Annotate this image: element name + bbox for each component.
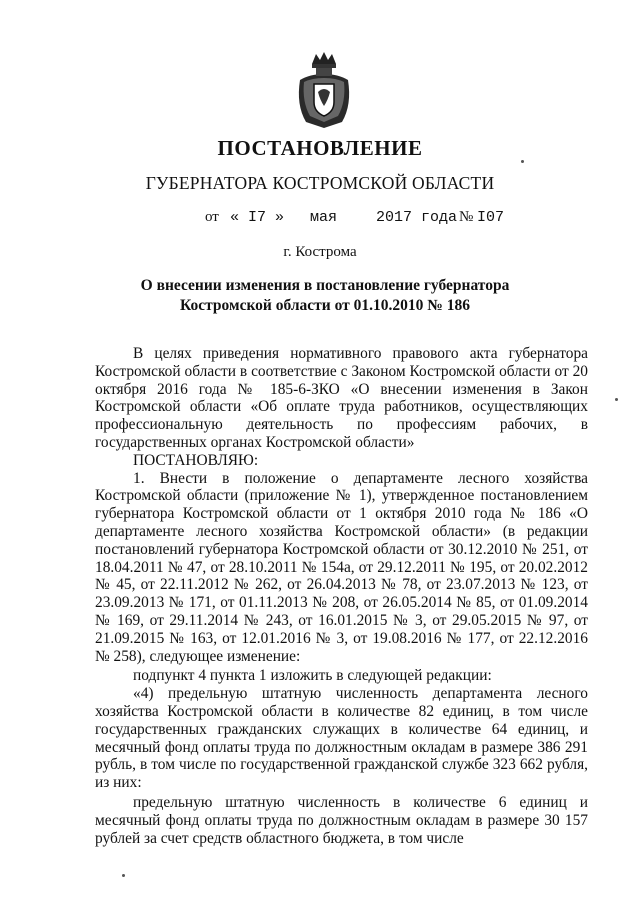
date-month: мая: [310, 209, 338, 226]
date-day: « I7 »: [230, 209, 285, 226]
document-number: I07: [477, 209, 505, 226]
heading-line-1: О внесении изменения в постановление губернатора: [140, 277, 510, 294]
date-prefix: от: [205, 209, 219, 225]
quoted-paragraph-2: предельную штатную численность в количестве 6 единиц и месячный фонд оплаты труда по должностным окладам в размере 30 157 рублей за счет средств областного бюджета, в том числе: [95, 793, 588, 847]
scan-speck: [122, 874, 125, 877]
document-heading: [120, 276, 530, 316]
preamble-paragraph: В целях приведения нормативного правового акта губернатора Костромской области в соответствие с Законом Костромской области от 20 октября 2016 года № 185-6-ЗКО «О внесении изменения в Закон Костромской области «Об оплате труда работников, осуществляющих профессиональную деятельность по профессиям рабочих, в государственных органах Костромской области»: [95, 345, 588, 451]
subitem-intro-paragraph: подпункт 4 пункта 1 изложить в следующей редакции:: [133, 667, 492, 685]
item-1-paragraph: 1. Внести в положение о департаменте лесного хозяйства Костромской области (приложение № 1), утвержденное постановлением губернатора Костромской области от 1 октября 2010 года № 186 «О департаменте лесного хозяйства Костромской области» (в редакции постановлений губернатора Костромской области от 30.12.2010 № 251, от 18.04.2011 № 47, от 28.10.2011 № 154а, от 29.12.2011 № 195, от 20.02.2012 № 45, от 22.11.2012 № 262, от 26.04.2013 № 78, от 23.07.2013 № 123, от 23.09.2013 № 171, от 01.11.2013 № 208, от 26.05.2014 № 85, от 01.09.2014 № 169, от 29.11.2014 № 243, от 16.01.2015 № 3, от 29.05.2015 № 97, от 21.09.2015 № 163, от 12.01.2016 № 3, от 19.08.2016 № 177, от 22.12.2016 № 258), следующее изменение:: [95, 469, 588, 665]
document-issuer: ГУБЕРНАТОРА КОСТРОМСКОЙ ОБЛАСТИ: [145, 173, 495, 193]
document-title: ПОСТАНОВЛЕНИЕ: [217, 136, 423, 160]
scan-speck: [615, 398, 618, 401]
coat-of-arms-icon: [294, 50, 354, 130]
decree-word: ПОСТАНОВЛЯЮ:: [133, 451, 259, 469]
number-sign: №: [459, 209, 474, 225]
date-year: 2017 года: [376, 209, 458, 226]
quoted-paragraph-1: «4) предельную штатную численность департамента лесного хозяйства Костромской области в количестве 82 единиц, в том числе государственных гражданских служащих в количестве 64 единиц, и месячный фонд оплаты труда по должностным окладам в размере 386 291 рубль, в том числе по государственной гражданской службе 323 662 рубля, из них:: [95, 685, 588, 792]
heading-line-2: Костромской области от 01.10.2010 № 186: [180, 297, 470, 314]
city: г. Кострома: [283, 244, 357, 260]
document-body: [95, 345, 588, 847]
scan-speck: [521, 160, 524, 163]
